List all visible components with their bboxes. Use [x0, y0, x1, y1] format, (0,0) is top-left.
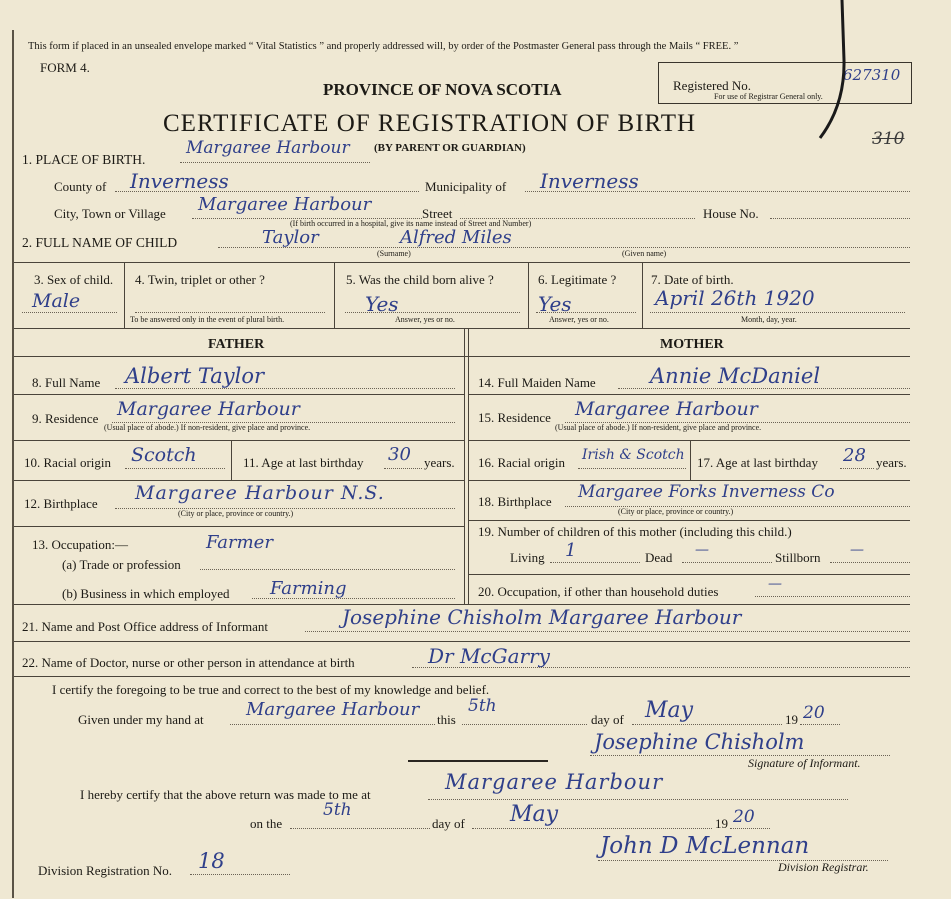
registrar-statement: I hereby certify that the above return was made to me at	[80, 787, 371, 802]
registrar-day-of-label: day of	[432, 816, 465, 831]
registered-label: Registered No.	[673, 78, 751, 93]
birth-date-caption: Month, day, year.	[741, 315, 797, 324]
father-age-value: 30	[388, 444, 411, 465]
stillborn-value: —	[850, 542, 864, 558]
alive-caption: Answer, yes or no.	[395, 315, 455, 324]
certify-month-value: May	[645, 698, 694, 723]
municipality-value: Inverness	[540, 169, 639, 193]
registrar-year-prefix: 19	[715, 816, 728, 831]
children-count-label: 19. Number of children of this mother (including this child.)	[478, 524, 792, 539]
trade-label: (a) Trade or profession	[62, 557, 181, 572]
dead-value: —	[695, 542, 709, 558]
alive-label: 5. Was the child born alive ?	[346, 272, 494, 287]
doctor-value: Dr McGarry	[428, 644, 550, 668]
mother-birthplace-label: 18. Birthplace	[478, 494, 552, 509]
dead-label: Dead	[645, 550, 673, 565]
mail-notice: This form if placed in an unsealed envelope marked “ Vital Statistics ” and properly addressed will, by order of the Postmaster General pass through the Mails “ FREE. ”	[28, 41, 739, 52]
surname-caption: (Surname)	[377, 249, 411, 258]
mother-age-label: 17. Age at last birthday	[697, 455, 818, 470]
county-value: Inverness	[130, 169, 229, 193]
child-name-label: 2. FULL NAME OF CHILD	[22, 235, 178, 250]
mother-residence-caption: (Usual place of abode.) If non-resident, give place and province.	[555, 423, 762, 432]
certify-year-value: 20	[803, 703, 825, 723]
mother-age-value: 28	[843, 445, 866, 466]
living-value: 1	[565, 540, 577, 561]
mother-racial-label: 16. Racial origin	[478, 455, 566, 470]
father-racial-value: Scotch	[131, 444, 197, 466]
father-business-value: Farming	[270, 578, 347, 599]
registrar-year-value: 20	[733, 807, 755, 827]
father-birthplace-label: 12. Birthplace	[24, 496, 98, 511]
house-label: House No.	[703, 206, 759, 221]
registrar-signature-caption: Division Registrar.	[778, 860, 869, 874]
registrar-signature: John D McLennan	[600, 833, 810, 859]
on-the-label: on the	[250, 816, 283, 831]
twin-label: 4. Twin, triplet or other ?	[135, 272, 265, 287]
mother-residence-value: Margaree Harbour	[575, 398, 758, 420]
division-registration-label: Division Registration No.	[38, 863, 172, 878]
given-under-label: Given under my hand at	[78, 712, 204, 727]
father-residence-label: 9. Residence	[32, 411, 99, 426]
municipality-label: Municipality of	[425, 179, 507, 194]
certificate-subtitle: (BY PARENT OR GUARDIAN)	[374, 142, 526, 154]
living-label: Living	[510, 550, 545, 565]
given-name-caption: (Given name)	[622, 249, 667, 258]
legitimate-caption: Answer, yes or no.	[549, 315, 609, 324]
division-registration-value: 18	[198, 849, 225, 873]
mother-occupation-label: 20. Occupation, if other than household duties	[478, 584, 719, 599]
mother-birthplace-value: Margaree Forks Inverness Co	[578, 482, 835, 502]
informant-signature: Josephine Chisholm	[594, 730, 805, 754]
registrar-day-value: 5th	[323, 800, 352, 820]
place-of-birth-label: 1. PLACE OF BIRTH.	[22, 152, 146, 167]
father-residence-caption: (Usual place of abode.) If non-resident, give place and province.	[104, 423, 311, 432]
doctor-label: 22. Name of Doctor, nurse or other person in attendance at birth	[22, 655, 355, 670]
birth-date-value: April 26th 1920	[655, 286, 815, 310]
alive-value: Yes	[365, 292, 399, 316]
father-age-label: 11. Age at last birthday	[243, 455, 364, 470]
father-racial-label: 10. Racial origin	[24, 455, 112, 470]
child-given-name: Alfred Miles	[400, 227, 512, 248]
informant-signature-caption: Signature of Informant.	[748, 756, 861, 770]
stillborn-label: Stillborn	[775, 550, 821, 565]
certify-day-of-label: day of	[591, 712, 624, 727]
father-residence-value: Margaree Harbour	[117, 398, 300, 420]
father-occupation-label: 13. Occupation:—	[32, 537, 129, 552]
street-label: Street	[422, 206, 453, 221]
informant-value: Josephine Chisholm Margaree Harbour	[342, 605, 742, 629]
business-label: (b) Business in which employed	[62, 586, 230, 601]
legitimate-value: Yes	[538, 292, 572, 316]
twin-note: To be answered only in the event of plural birth.	[130, 315, 285, 324]
father-occupation-value: Farmer	[206, 532, 273, 553]
mother-racial-value: Irish & Scotch	[582, 447, 685, 463]
father-birthplace-caption: (City or place, province or country.)	[178, 509, 294, 518]
sex-label: 3. Sex of child.	[34, 272, 114, 287]
mother-name-value: Annie McDaniel	[650, 364, 821, 388]
child-surname: Taylor	[262, 227, 319, 248]
registrar-use-note: For use of Registrar General only.	[714, 92, 823, 101]
father-heading: FATHER	[208, 337, 265, 352]
left-border	[12, 30, 14, 898]
this-label: this	[437, 712, 456, 727]
registered-number: 627310	[843, 66, 901, 84]
struck-number: 310	[872, 129, 905, 149]
mother-heading: MOTHER	[660, 337, 724, 352]
city-label: City, Town or Village	[54, 206, 166, 221]
certificate-title: CERTIFICATE OF REGISTRATION OF BIRTH	[163, 110, 697, 137]
place-of-birth-value: Margaree Harbour	[186, 138, 350, 158]
county-label: County of	[54, 179, 107, 194]
province-heading: PROVINCE OF NOVA SCOTIA	[323, 80, 562, 99]
mother-years: years.	[876, 455, 907, 470]
form-number: FORM 4.	[40, 60, 90, 75]
street-note: (If birth occurred in a hospital, give its name instead of Street and Number)	[290, 219, 532, 228]
registrar-month-value: May	[510, 802, 559, 827]
certify-day-value: 5th	[468, 696, 497, 716]
sex-value: Male	[32, 290, 81, 312]
certify-year-prefix: 19	[785, 712, 798, 727]
mother-name-label: 14. Full Maiden Name	[478, 375, 596, 390]
father-name-value: Albert Taylor	[125, 364, 265, 388]
registrar-place-value: Margaree Harbour	[445, 770, 664, 794]
informant-label: 21. Name and Post Office address of Informant	[22, 619, 268, 634]
father-birthplace-value: Margaree Harbour N.S.	[135, 482, 385, 504]
certify-statement: I certify the foregoing to be true and correct to the best of my knowledge and belief.	[52, 682, 490, 697]
given-place-value: Margaree Harbour	[246, 699, 420, 720]
birth-date-label: 7. Date of birth.	[651, 272, 734, 287]
mother-occupation-value: —	[768, 576, 782, 592]
mother-birthplace-caption: (City or place, province or country.)	[618, 507, 734, 516]
city-value: Margaree Harbour	[198, 194, 372, 215]
mother-residence-label: 15. Residence	[478, 410, 551, 425]
father-name-label: 8. Full Name	[32, 375, 101, 390]
ink-mark	[812, 0, 852, 140]
legitimate-label: 6. Legitimate ?	[538, 272, 617, 287]
father-years: years.	[424, 455, 455, 470]
